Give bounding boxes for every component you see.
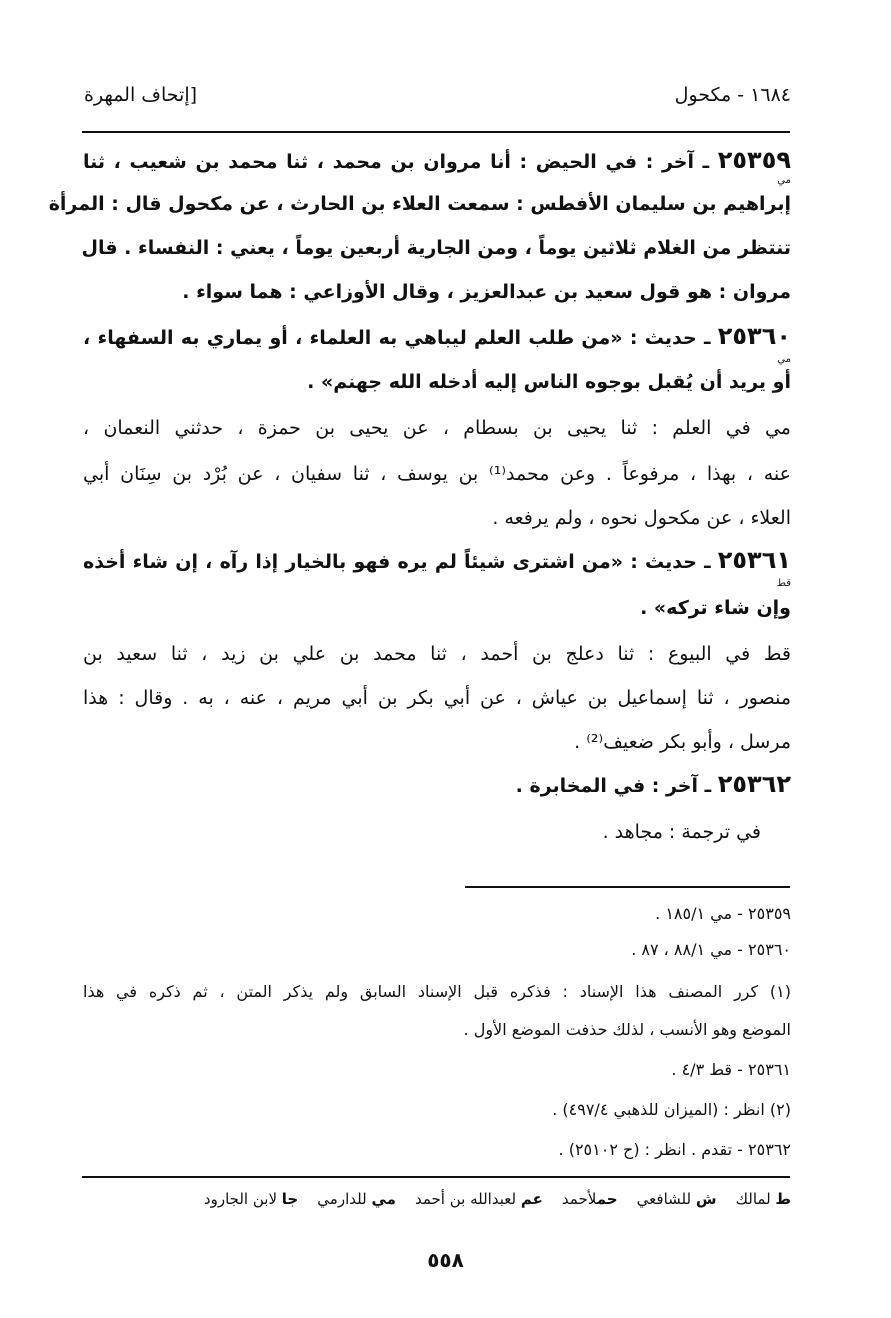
abbreviations-key [204, 1190, 791, 1208]
entry-25360-line-1: ٢٥٣٦٠ ـ حديث : «من طلب العلم ليباهي به العلماء ، أو يماري به السفهاء ، [83, 322, 791, 350]
footnote-25362: ٢٥٣٦٢ - تقدم . انظر : (ح ٢٥١٠٢) . [558, 1140, 791, 1159]
footnote-1-line-1: (١) كرر المصنف هذا الإسناد : فذكره قبل الإسناد السابق ولم يذكر المتن ، ثم ذكره في هذا [83, 982, 791, 1001]
entry-number: ٢٥٣٦١ [717, 546, 791, 574]
entry-25360-source-3: العلاء ، عن مكحول نحوه ، ولم يرفعه . [492, 507, 791, 529]
entry-25360-line-2: أو يريد أن يُقبل بوجوه الناس إليه أدخله الله جهنم» . [307, 371, 791, 393]
footnote-rule [465, 886, 790, 888]
entry-25360-source-2: عنه ، بهذا ، مرفوعاً . وعن محمد⁽¹⁾ بن يوسف ، ثنا سفيان ، عن بُرْد بن سِنَان أبي [83, 463, 791, 485]
entry-number: ٢٥٣٦٢ [717, 770, 791, 798]
entry-number: ٢٥٣٦٠ [717, 322, 791, 350]
footnote-1-line-2: الموضع وهو الأنسب ، لذلك حذفت الموضع الأول . [463, 1020, 791, 1039]
source-mark: مي [777, 354, 791, 365]
source-mark: مي [777, 175, 791, 186]
abbr-item: حملأحمد [561, 1190, 618, 1208]
entry-number: ٢٥٣٥٩ [717, 146, 791, 174]
entry-25361-line-1: ٢٥٣٦١ ـ حديث : «من اشترى شيئاً لم يره فهو بالخيار إذا رآه ، إن شاء أخذه [83, 546, 791, 574]
entry-25362-source-1: في ترجمة : مجاهد . [602, 821, 761, 843]
running-head-book-title: [إتحاف المهرة [84, 84, 198, 106]
footnote-25360: ٢٥٣٦٠ - مي ٨٨/١ ، ٨٧ . [631, 940, 791, 959]
entry-25361-source-3: مرسل ، وأبو بكر ضعيف⁽²⁾ . [574, 731, 791, 753]
entry-25361-source-2: منصور ، ثنا إسماعيل بن عياش ، عن أبي بكر بن أبي مريم ، عنه ، به . وقال : هذا [83, 687, 791, 709]
running-head-chapter: ١٦٨٤ - مكحول [674, 84, 791, 106]
footnote-25359: ٢٥٣٥٩ - مي ١٨٥/١ . [655, 904, 791, 923]
entry-25359-line-3: تنتظر من الغلام ثلاثين يوماً ، ومن الجارية أربعين يوماً ، يعني : النفساء . قال [81, 237, 791, 259]
abbr-item: عم لعبدالله بن أحمد [414, 1190, 543, 1208]
header-rule [82, 131, 790, 133]
entry-25359-line-2: إبراهيم بن سليمان الأفطس : سمعت العلاء بن الحارث ، عن مكحول قال : المرأة [48, 193, 791, 215]
page-number: ٥٥٨ [427, 1248, 464, 1272]
abbr-item: ش للشافعي [636, 1190, 717, 1208]
abbr-item: جا لابن الجارود [203, 1190, 299, 1208]
abbreviations-rule [82, 1176, 790, 1178]
footnote-25361: ٢٥٣٦١ - قط ٤/٣ . [671, 1060, 791, 1079]
footnote-2: (٢) انظر : (الميزان للذهبي ٤٩٧/٤) . [552, 1100, 791, 1119]
abbr-item: ط لمالك [735, 1190, 791, 1208]
entry-25360-source-1: مي في العلم : ثنا يحيى بن بسطام ، عن يحيى بن حمزة ، حدثني النعمان ، [83, 417, 791, 439]
entry-25361-line-2: وإن شاء تركه» . [640, 597, 791, 619]
entry-25359-line-1: ٢٥٣٥٩ ـ آخر : في الحيض : أنا مروان بن محمد ، ثنا محمد بن شعيب ، ثنا [83, 146, 791, 174]
source-mark: قط [776, 578, 791, 589]
entry-25362-line-1: ٢٥٣٦٢ ـ آخر : في المخابرة . [515, 770, 791, 798]
entry-25359-line-4: مروان : هو قول سعيد بن عبدالعزيز ، وقال الأوزاعي : هما سواء . [182, 281, 791, 303]
abbr-item: مي للدارمي [317, 1190, 396, 1208]
entry-25361-source-1: قط في البيوع : ثنا دعلج بن أحمد ، ثنا محمد بن علي بن زيد ، ثنا سعيد بن [83, 643, 791, 665]
